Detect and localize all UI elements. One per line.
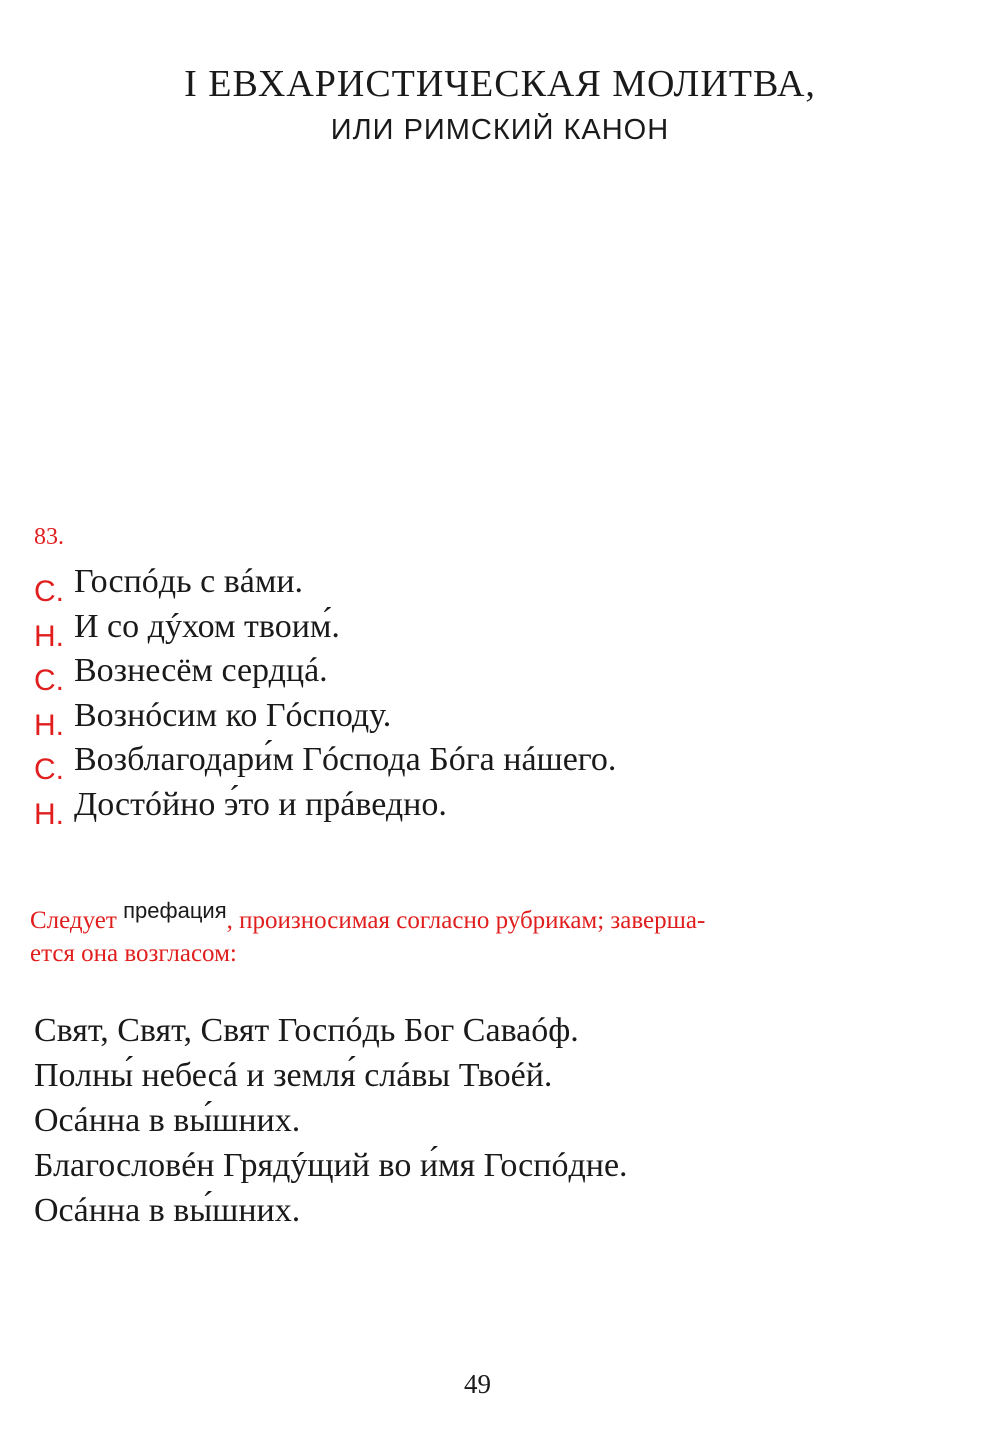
- speaker-mark: С.: [34, 664, 64, 697]
- sanctus-line: Благословéн Грядýщий во и́мя Госпóдне.: [34, 1147, 628, 1184]
- dialogue-line: [34, 560, 934, 608]
- dialogue-line: [34, 649, 934, 697]
- rubric-term: префация: [123, 898, 227, 923]
- speaker-mark: Н.: [34, 708, 64, 742]
- rubric-text-before: Следует: [30, 907, 124, 934]
- dialogue-block: [34, 560, 934, 831]
- dialogue-line: [34, 605, 934, 653]
- dialogue-line: [34, 783, 934, 831]
- rubric-text-after: , произносимая согласно рубрикам; заверша-: [226, 907, 706, 934]
- speaker-mark: Н.: [34, 797, 64, 831]
- sanctus-line: Осáнна в вы́шних.: [34, 1192, 301, 1229]
- speaker-mark: Н.: [34, 619, 64, 653]
- dialogue-text: Вознесём сердцá.: [74, 652, 328, 689]
- dialogue-line: [34, 694, 934, 742]
- speaker-mark: С.: [34, 753, 64, 786]
- rubric-text-line2: ется она возгласом:: [30, 940, 237, 967]
- dialogue-line: [34, 738, 934, 786]
- page-subtitle: ИЛИ РИМСКИЙ КАНОН: [330, 114, 670, 146]
- dialogue-text: Достóйно э́то и прáведно.: [74, 785, 447, 823]
- dialogue-text: Госпóдь с вáми.: [74, 563, 304, 600]
- rubric-instruction: [30, 898, 930, 970]
- dialogue-text: И со дýхом твоим́.: [74, 607, 340, 645]
- speaker-mark: С.: [34, 575, 64, 608]
- sanctus-line: Осáнна в вы́шних.: [34, 1102, 301, 1139]
- page-title: I ЕВХАРИСТИЧЕСКАЯ МОЛИТВА,: [184, 63, 816, 105]
- sanctus-block: [34, 1008, 934, 1233]
- page-number: 49: [464, 1369, 491, 1399]
- dialogue-text: Вознóсим ко Гóсподу.: [74, 696, 392, 734]
- sanctus-line: Свят, Свят, Свят Госпóдь Бог Саваóф.: [34, 1012, 579, 1049]
- section-number: 83.: [34, 524, 64, 550]
- sanctus-line: Полны́ небесá и земля́ слáвы Твоéй.: [34, 1057, 553, 1094]
- dialogue-text: Возблагодари́м Гóспода Бóга нáшего.: [74, 741, 617, 778]
